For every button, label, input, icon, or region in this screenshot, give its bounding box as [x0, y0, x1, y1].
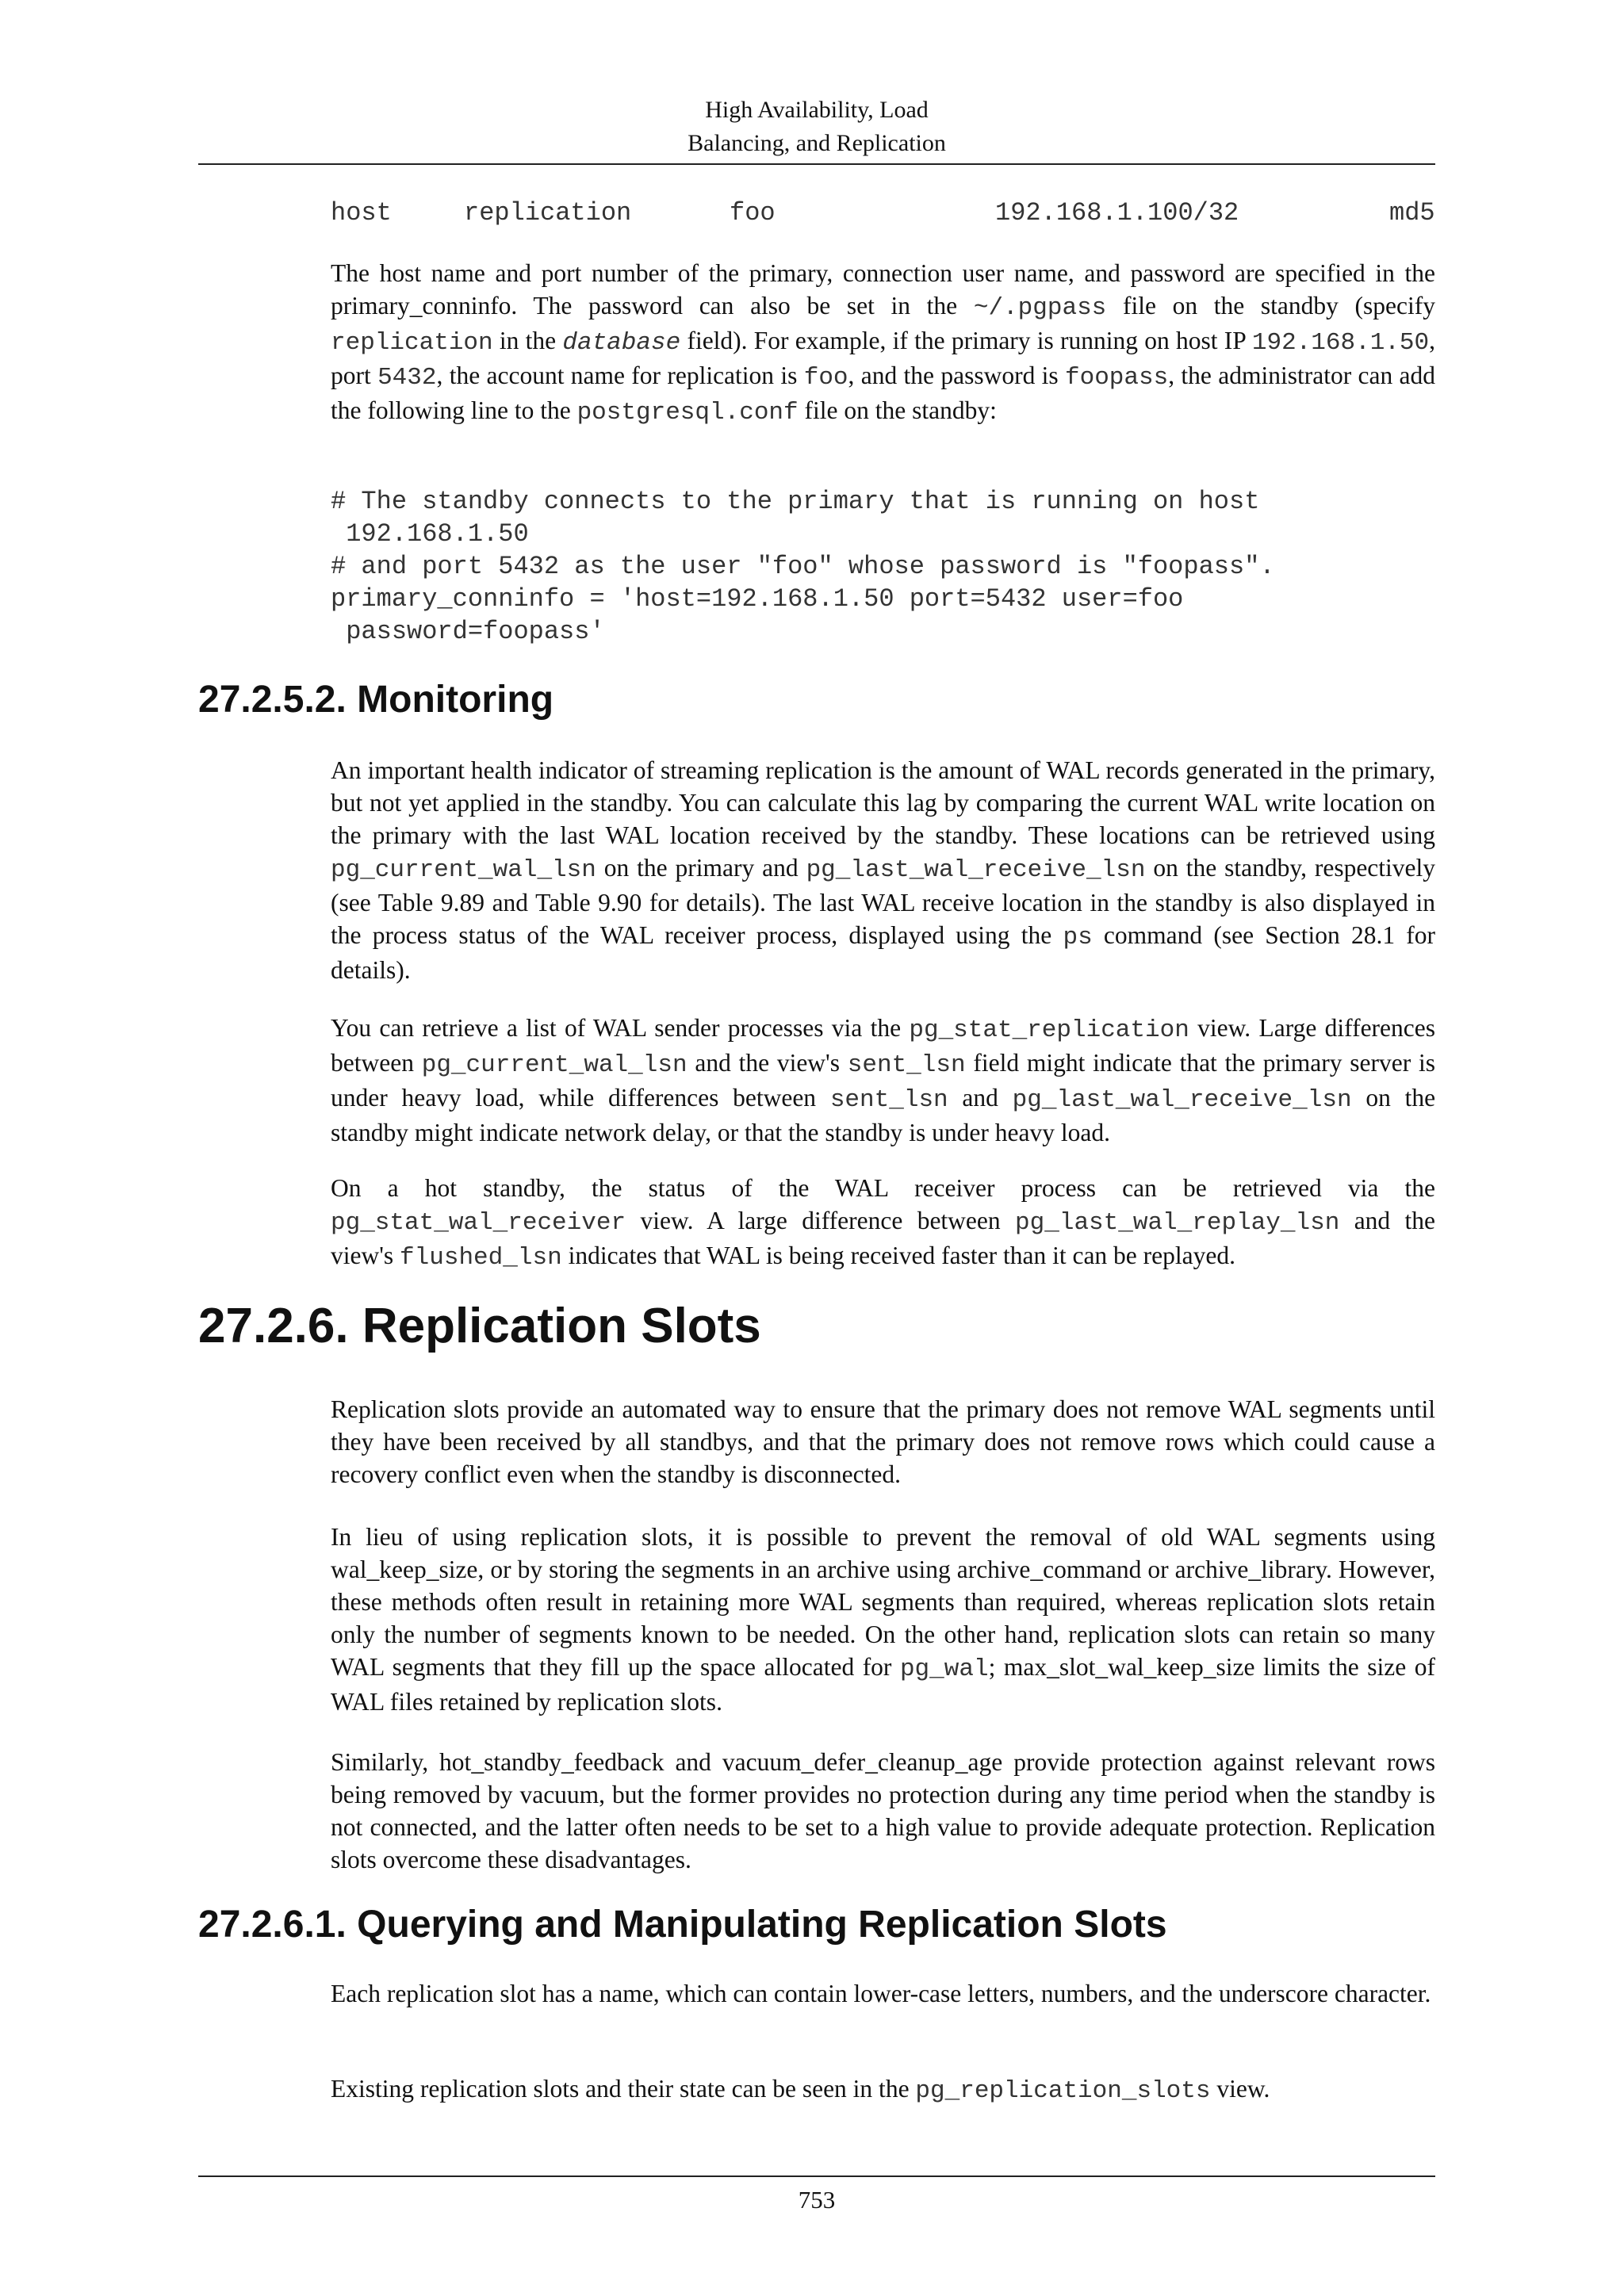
- running-header-line-1: High Availability, Load: [705, 97, 929, 123]
- slots-paragraph-3: [331, 1746, 1435, 1876]
- header-rule: [198, 163, 1435, 165]
- inline-code: postgresql.conf: [576, 399, 799, 427]
- text: On a hot standby, the status of the WAL receiver process can be retrieved via the: [331, 1174, 1435, 1202]
- text: on the standby, respectively (see Table 9.89 and Table 9.90 for details). The last WAL receive location in the standby is also displayed in the process status of the WAL receiver process, displayed using the: [331, 854, 1436, 949]
- text: file on the standby:: [804, 396, 997, 424]
- section-heading-querying-slots: 27.2.6.1. Querying and Manipulating Replication Slots: [198, 1904, 1167, 1946]
- inline-code: 5432: [377, 364, 437, 392]
- text: ; max_slot_wal_keep_size limits the size of WAL files retained by replication slots.: [331, 1653, 1435, 1716]
- inline-code-italic: database: [562, 329, 681, 357]
- hba-database: replication: [464, 198, 632, 228]
- text: In lieu of using replication slots, it is possible to prevent the removal of old WAL segments using wal_keep_size, or by storing the segments in an archive using archive_command or archive_library. However, these methods often result in retaining more WAL segments than required, whereas replication slots retain only the number of segments known to be needed. On the other hand, replication slots can retain so many WAL segments that they fill up the space allocated for: [331, 1523, 1435, 1681]
- inline-code: pg_last_wal_receive_lsn: [1012, 1086, 1352, 1114]
- hba-user: foo: [730, 198, 776, 228]
- slots-paragraph-1: [331, 1393, 1435, 1490]
- text: field). For example, if the primary is running on host IP: [687, 327, 1246, 354]
- inline-code: pg_last_wal_receive_lsn: [806, 856, 1146, 884]
- text: indicates that WAL is being received faster than it can be replayed.: [568, 1242, 1235, 1269]
- text: , the administrator can add the following line to the: [331, 362, 1436, 424]
- text: field might indicate that the primary server is under heavy load, while differences between: [331, 1049, 1436, 1112]
- text: view. A large difference between: [640, 1207, 1001, 1234]
- text: on the primary and: [603, 854, 799, 882]
- section-heading-replication-slots: 27.2.6. Replication Slots: [198, 1299, 761, 1353]
- hba-method: md5: [1389, 198, 1435, 228]
- footer-rule: [198, 2175, 1435, 2177]
- inline-code: sent_lsn: [847, 1051, 966, 1079]
- slots-paragraph-2: [331, 1521, 1435, 1718]
- inline-code: flushed_lsn: [400, 1244, 562, 1272]
- section-heading-monitoring: 27.2.5.2. Monitoring: [198, 679, 554, 721]
- inline-code: ps: [1063, 924, 1093, 951]
- text: An important health indicator of streaming replication is the amount of WAL records generated in the primary, but not yet applied in the standby. You can calculate this lag by comparing the current WAL write location on the primary with the last WAL location received by the standby. These locations can be retrieved using: [331, 756, 1435, 849]
- text: , the account name for replication is: [436, 362, 798, 389]
- text: and the view's: [331, 1207, 1436, 1269]
- inline-code: pg_wal: [899, 1655, 989, 1683]
- text: and the view's: [695, 1049, 840, 1077]
- monitoring-paragraph-1: [331, 754, 1435, 986]
- inline-code: pg_last_wal_replay_lsn: [1015, 1209, 1340, 1237]
- query-paragraph-2: [331, 2072, 1435, 2107]
- text: view. Large differences between: [331, 1014, 1435, 1077]
- code-example-block: # The standby connects to the primary that is running on host 192.168.1.50 # and port 5432 as the user "foo" whose password is "foopass". primary_conninfo = 'host=192.168.1.50 port=5432 user=foo password=foopass': [331, 487, 1275, 646]
- inline-code: replication: [331, 329, 493, 357]
- text: and: [962, 1084, 998, 1112]
- text: , port: [331, 327, 1435, 389]
- text: in the: [499, 327, 557, 354]
- inline-code: pg_stat_replication: [909, 1016, 1189, 1044]
- inline-code: pg_stat_wal_receiver: [331, 1209, 626, 1237]
- inline-code: pg_replication_slots: [915, 2077, 1211, 2105]
- inline-code: sent_lsn: [829, 1086, 948, 1114]
- text: file on the standby (specify: [1122, 292, 1436, 320]
- primary-conninfo-paragraph: [331, 257, 1435, 429]
- text: You can retrieve a list of WAL sender processes via the: [331, 1014, 902, 1042]
- slots-paragraph-3-text: Similarly, hot_standby_feedback and vacuum_defer_cleanup_age provide protection against relevant rows being removed by vacuum, but the former provides no protection during any time period when the standby is not connected, and the latter often needs to be set to a high value to provide adequate protection. Replication slots overcome these disadvantages.: [331, 1748, 1435, 1873]
- inline-code: pg_current_wal_lsn: [331, 856, 596, 884]
- running-header: [198, 94, 1435, 160]
- text: The host name and port number of the primary, connection user name, and password are specified in the primary_conninfo. The password can also be set in the: [331, 259, 1435, 320]
- text: view.: [1216, 2075, 1270, 2103]
- monitoring-paragraph-2: [331, 1012, 1435, 1149]
- text: on the standby might indicate network delay, or that the standby is under heavy load.: [331, 1084, 1436, 1146]
- hba-type: host: [331, 198, 392, 228]
- inline-code: foopass: [1064, 364, 1169, 392]
- inline-code: pg_current_wal_lsn: [421, 1051, 688, 1079]
- inline-code: foo: [803, 364, 848, 392]
- page-number: 753: [798, 2186, 836, 2214]
- text: command (see Section 28.1 for details).: [331, 921, 1436, 984]
- inline-code: ~/.pgpass: [973, 294, 1107, 322]
- slots-paragraph-1-text: Replication slots provide an automated way to ensure that the primary does not remove WAL segments until they have been received by all standbys, and that the primary does not remove rows which could cause a recovery conflict even when the standby is disconnected.: [331, 1395, 1435, 1488]
- hba-address: 192.168.1.100/32: [995, 198, 1239, 228]
- monitoring-paragraph-3: [331, 1172, 1435, 1274]
- inline-code: 192.168.1.50: [1251, 329, 1430, 357]
- text: , and the password is: [848, 362, 1059, 389]
- query-paragraph-1: [331, 1977, 1435, 2010]
- running-header-line-2: Balancing, and Replication: [688, 130, 946, 156]
- text: Existing replication slots and their state can be seen in the: [331, 2075, 910, 2103]
- query-paragraph-1-text: Each replication slot has a name, which can contain lower-case letters, numbers, and the underscore character.: [331, 1980, 1431, 2007]
